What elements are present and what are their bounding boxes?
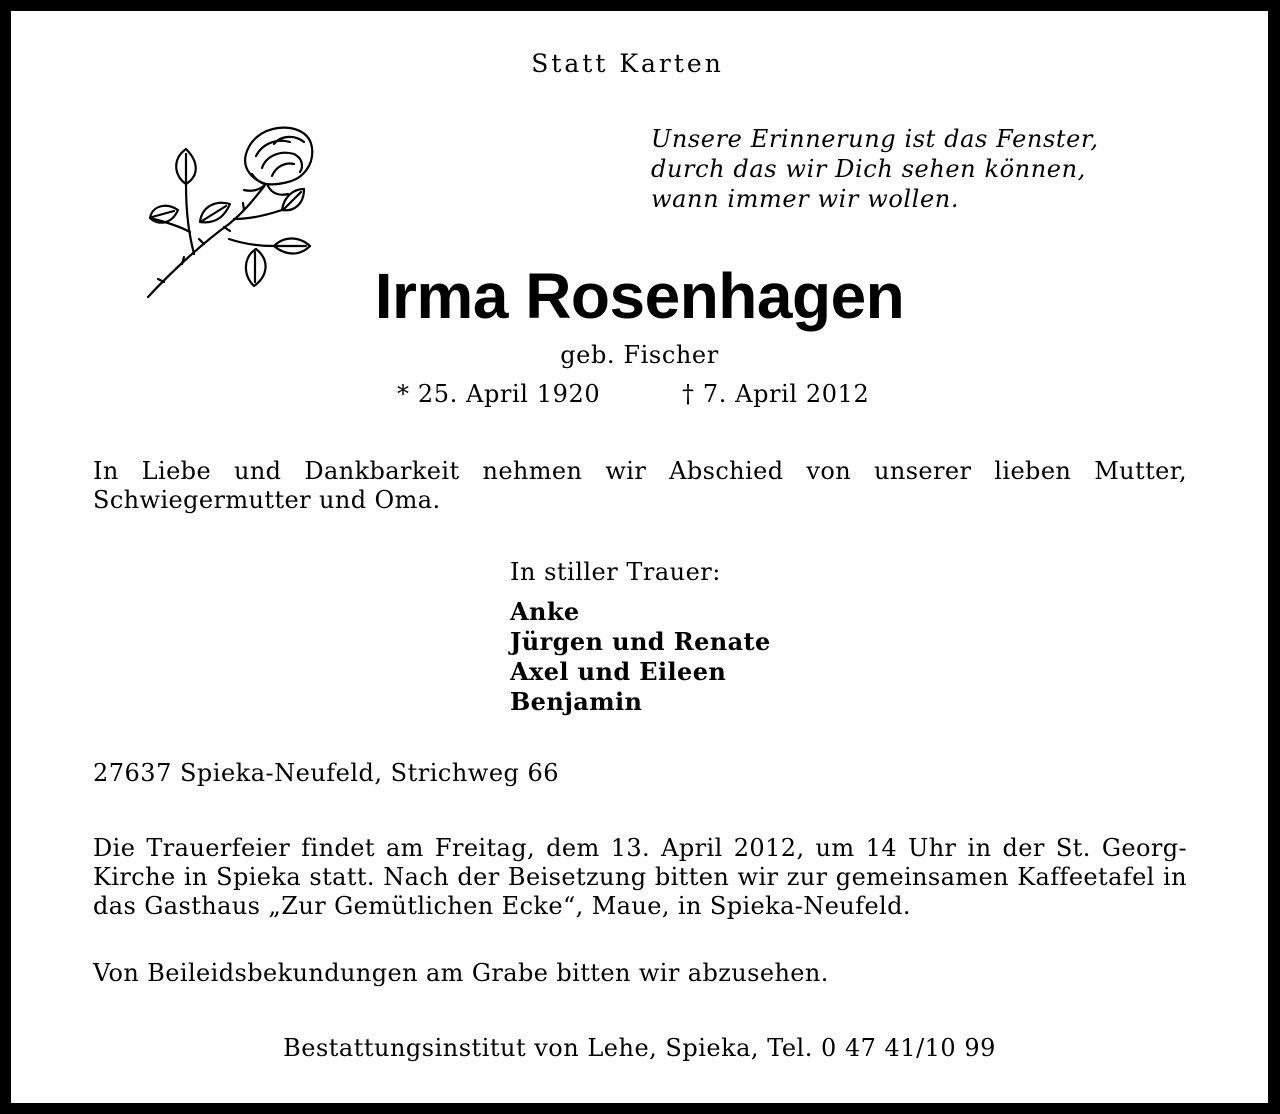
death-date: † 7. April 2012 <box>682 380 870 408</box>
list-item: Anke <box>510 597 580 626</box>
list-item: Benjamin <box>510 687 643 716</box>
list-item: Axel und Eileen <box>510 657 727 686</box>
funeral-home-contact: Bestattungsinstitut von Lehe, Spieka, Tel. 0 47 41/10 99 <box>283 1034 996 1062</box>
birth-date: * 25. April 1920 <box>397 380 601 408</box>
memorial-quote <box>651 124 1099 214</box>
mourning-label: In stiller Trauer: <box>510 558 721 586</box>
family-address: 27637 Spieka-Neufeld, Strichweg 66 <box>93 759 560 787</box>
quote-line: durch das wir Dich sehen können, <box>651 155 1086 183</box>
farewell-paragraph: In Liebe und Dankbarkeit nehmen wir Abschied von unserer lieben Mutter, Schwiegermutter und Oma. <box>93 457 1187 514</box>
deceased-name: Irma Rosenhagen <box>374 260 905 332</box>
ceremony-paragraph: Die Trauerfeier findet am Freitag, dem 13. April 2012, um 14 Uhr in der St. Georg-Kirche in Spieka statt. Nach der Beisetzung bitten wir zur gemeinsamen Kaffeetafel in das Gasthaus „Zur Gemütlichen Ecke“, Maue, in Spieka-Neufeld. <box>93 834 1187 920</box>
condolence-paragraph: Von Beileidsbekundungen am Grabe bitten wir abzusehen. <box>93 959 829 987</box>
notice-header: Statt Karten <box>531 49 724 78</box>
list-item: Jürgen und Renate <box>510 627 771 656</box>
quote-line: wann immer wir wollen. <box>651 185 960 213</box>
birth-name: geb. Fischer <box>560 341 719 369</box>
obituary-notice <box>11 11 1268 1103</box>
mourners-list <box>510 597 771 717</box>
quote-line: Unsere Erinnerung ist das Fenster, <box>651 125 1099 153</box>
